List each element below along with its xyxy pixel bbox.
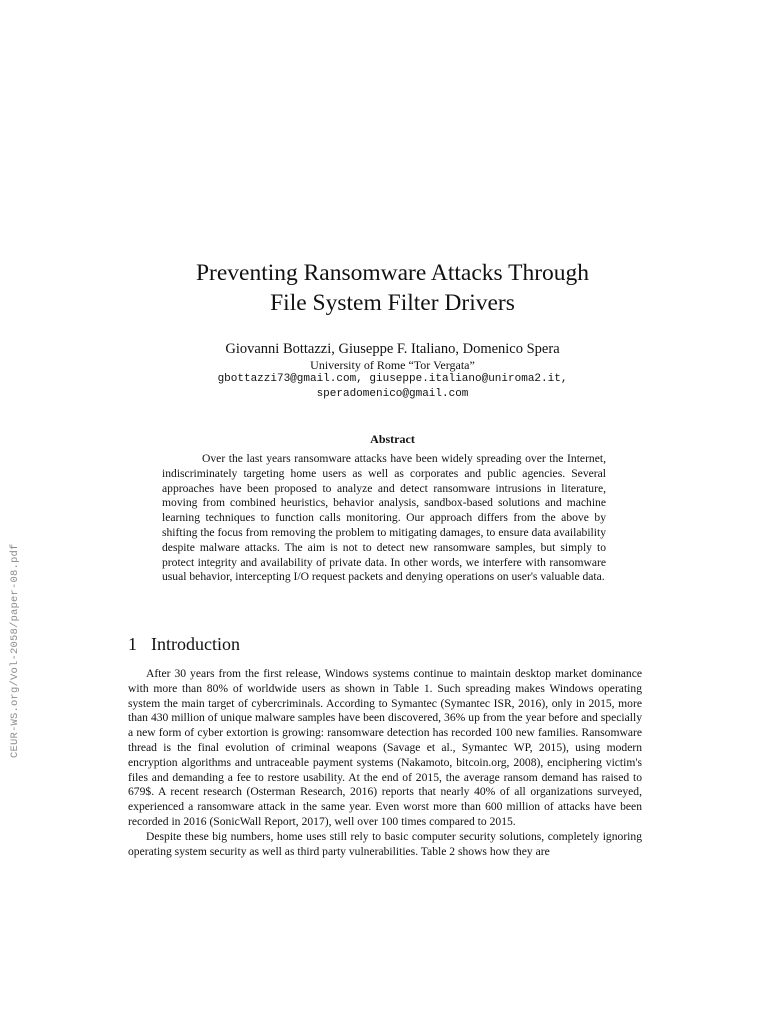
section-number: 1 xyxy=(128,634,137,654)
affiliation: University of Rome “Tor Vergata” xyxy=(310,358,475,372)
paper-title xyxy=(120,258,665,318)
emails-line-2: speradomenico@gmail.com xyxy=(316,387,469,400)
title-line-1: Preventing Ransomware Attacks Through xyxy=(195,260,590,286)
paragraph: Despite these big numbers, home uses still rely to basic computer security solutions, completely ignoring operating system security as well as third party vulnerabilities. Table 2 shows how they are xyxy=(128,829,642,858)
section-body xyxy=(128,667,642,859)
side-label-text: CEUR-WS.org/Vol-2058/paper-08.pdf xyxy=(9,543,21,758)
section-title: Introduction xyxy=(151,634,240,654)
abstract-text: Over the last years ransomware attacks have been widely spreading over the Internet, indiscriminately targeting home users as well as corporates and public agencies. Several approaches have been proposed to analyze and detect ransomware intrusions in literature, moving from combined heuristics, behavior analysis, sandbox-based solutions and machine learning techniques to function calls monitoring. Our approach differs from the above by shifting the focus from removing the problem to mitigating damages, to ensure data availability despite malware attacks. The aim is not to detect new ransomware samples, but simply to protect integrity and availability of private data. In other words, we interfere with ransomware usual behavior, intercepting I/O request packets and denying operations on user's valuable data. xyxy=(162,452,606,584)
section-heading xyxy=(128,633,240,655)
authors: Giovanni Bottazzi, Giuseppe F. Italiano, Domenico Spera xyxy=(225,341,560,357)
author-emails xyxy=(120,372,665,401)
side-label xyxy=(9,543,23,758)
paragraph: After 30 years from the first release, Windows systems continue to maintain desktop market dominance with more than 80% of worldwide users as shown in Table 1. Such spreading makes Windows operating system the main target of cybercriminals. According to Symantec (Symantec ISR, 2016), only in 2015, more than 430 million of unique malware samples have been discovered, 36% up from the year before and specially a new form of cyber extortion is growing: ransomware detection has recorded 100 new families. Ransomware thread is the final evolution of criminal weapons (Savage et al., Symantec WP, 2015), using modern encryption algorithms and untraceable payment systems (Nakamoto, bitcoin.org, 2008), enciphering victim's files and demanding a fee to restore usability. At the end of 2015, the average ransom demand has raised to 679$. A recent research (Osterman Research, 2016) reports that nearly 40% of all organizations surveyed, experienced a ransomware attack in the same year. Even worst more than 600 million of attacks have been recorded in 2016 (SonicWall Report, 2017), well over 100 times compared to 2015. xyxy=(128,667,642,828)
abstract-heading: Abstract xyxy=(370,432,415,446)
title-line-2: File System Filter Drivers xyxy=(270,290,515,316)
emails-line-1: gbottazzi73@gmail.com, giuseppe.italiano@uniroma2.it, xyxy=(217,373,568,385)
